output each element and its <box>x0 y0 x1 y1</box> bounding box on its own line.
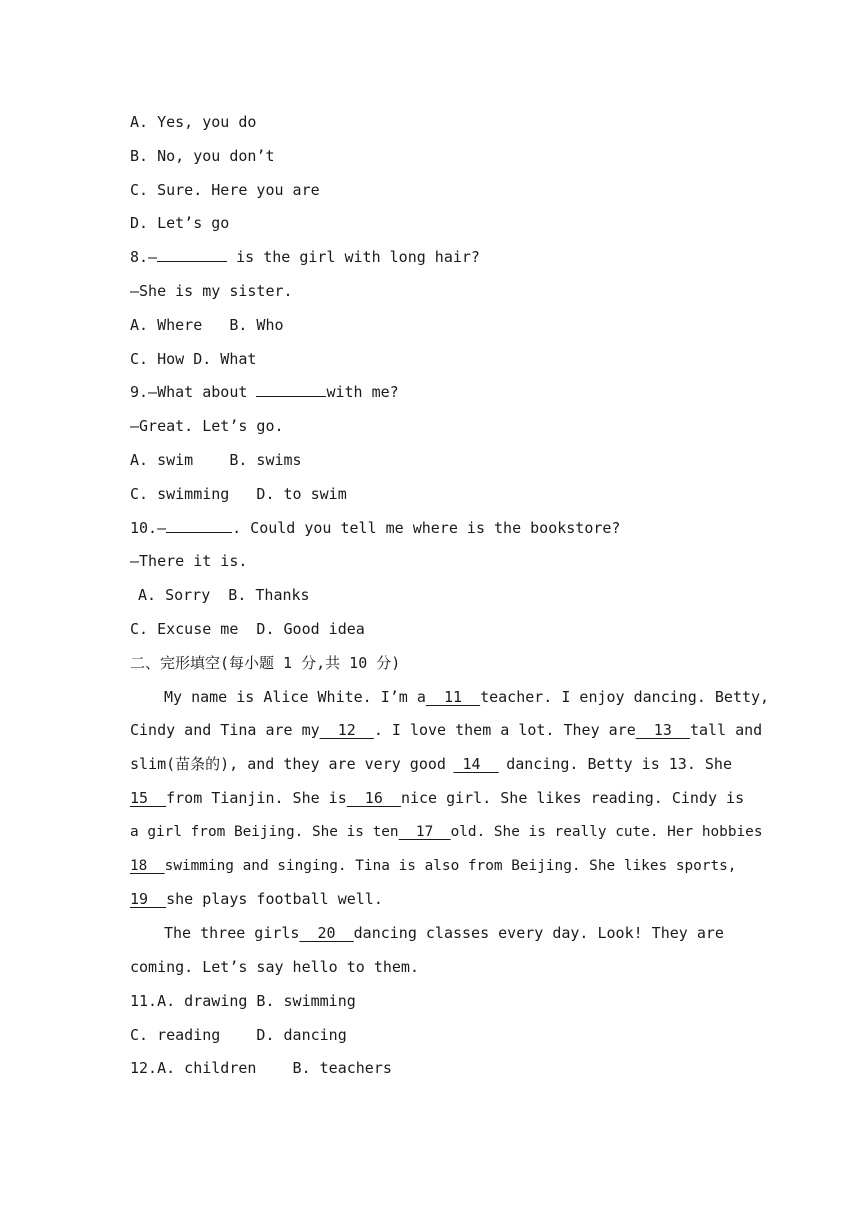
q8-options-cd: C. How D. What <box>130 349 257 368</box>
blank-18: 18 <box>130 857 165 874</box>
q7-option-b: B. No, you don’t <box>130 146 275 165</box>
passage-line: The three girls 20 dancing classes every day. Look! They are <box>130 921 732 955</box>
passage-line: 15 from Tianjin. She is 16 nice girl. She likes reading. Cindy is <box>130 786 732 820</box>
answer-blank <box>157 247 227 262</box>
exam-page <box>130 110 770 1090</box>
passage-line: coming. Let’s say hello to them. <box>130 957 419 976</box>
q9-options-ab: A. swim B. swims <box>130 450 302 469</box>
q8-options-ab: A. Where B. Who <box>130 315 284 334</box>
q9-question: 9.—What about with me? <box>130 383 399 402</box>
blank-14: 14 <box>453 755 499 774</box>
q9-answer: —Great. Let’s go. <box>130 417 284 436</box>
passage-line: 18 swimming and singing. Tina is also from Beijing. She likes sports, <box>130 854 732 888</box>
section-heading-cloze: 二、完形填空(每小题 1 分,共 10 分) <box>130 653 401 672</box>
q7-option-a: A. Yes, you do <box>130 113 257 131</box>
blank-16: 16 <box>346 788 401 807</box>
blank-12: 12 <box>319 721 374 740</box>
blank-20: 20 <box>299 924 354 943</box>
q12-options-ab: 12.A. children B. teachers <box>130 1059 392 1078</box>
q9-options-cd: C. swimming D. to swim <box>130 484 347 503</box>
answer-blank <box>256 382 326 397</box>
answer-blank <box>166 518 232 533</box>
blank-15: 15 <box>130 788 167 807</box>
blank-11: 11 <box>425 687 481 706</box>
q7-option-d: D. Let’s go <box>130 214 230 233</box>
q10-options-cd: C. Excuse me D. Good idea <box>130 619 365 638</box>
passage-line: Cindy and Tina are my 12 . I love them a lot. They are 13 tall and <box>130 718 732 752</box>
blank-17: 17 <box>398 823 451 840</box>
q11-options-ab: 11.A. drawing B. swimming <box>130 991 356 1010</box>
q10-answer: —There it is. <box>130 552 248 571</box>
blank-13: 13 <box>635 721 690 740</box>
q8-question: 8.— is the girl with long hair? <box>130 248 480 267</box>
q11-options-cd: C. reading D. dancing <box>130 1025 347 1044</box>
passage-line: My name is Alice White. I’m a 11 teacher. I enjoy dancing. Betty, <box>130 685 732 719</box>
q10-options-ab: A. Sorry B. Thanks <box>138 586 310 605</box>
q10-question: 10.— . Could you tell me where is the bookstore? <box>130 518 621 537</box>
passage-line: 19 she plays football well. <box>130 887 732 921</box>
q7-option-c: C. Sure. Here you are <box>130 180 320 199</box>
blank-19: 19 <box>130 890 167 909</box>
cloze-passage <box>130 685 770 989</box>
passage-line: a girl from Beijing. She is ten 17 old. She is really cute. Her hobbies <box>130 820 732 854</box>
q8-answer: —She is my sister. <box>130 281 293 300</box>
passage-line: slim(苗条的), and they are very good 14 dancing. Betty is 13. She <box>130 752 732 786</box>
